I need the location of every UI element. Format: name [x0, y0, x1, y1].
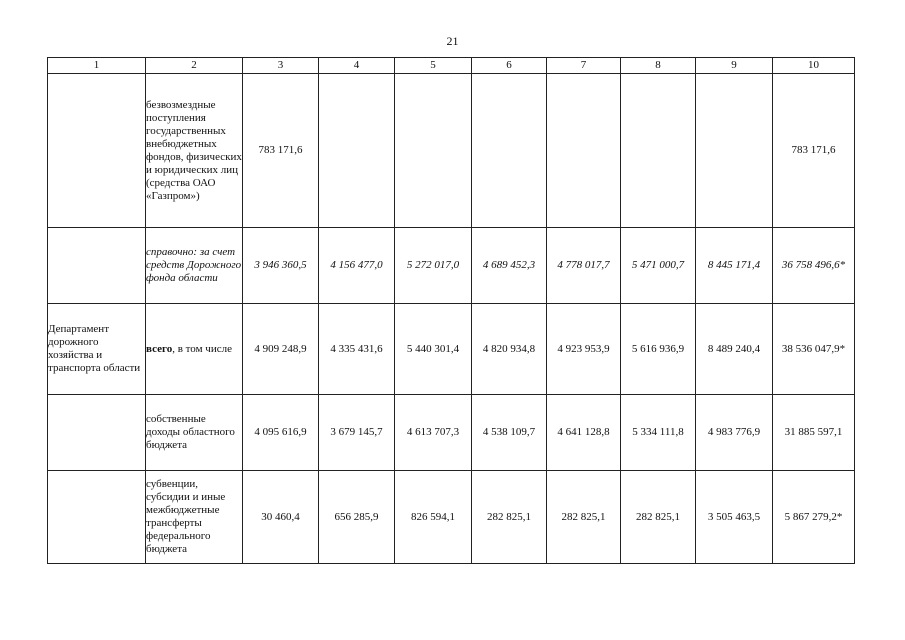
header-cell: 3 — [243, 58, 319, 74]
value-cell: 3 946 360,5 — [243, 228, 319, 304]
value-cell: 5 471 000,7 — [621, 228, 696, 304]
value-cell: 783 171,6 — [773, 74, 855, 228]
header-cell: 5 — [395, 58, 472, 74]
value-cell: 4 689 452,3 — [472, 228, 547, 304]
department-cell — [48, 395, 146, 471]
indicator-label: безвозмездные поступления государственных внебюджетных фондов, физических и юридических лиц (средства ОАО «Газпром») — [146, 98, 242, 202]
table-row — [48, 395, 855, 471]
value-cell: 4 778 017,7 — [547, 228, 621, 304]
value-cell: 5 334 111,8 — [621, 395, 696, 471]
header-cell: 9 — [696, 58, 773, 74]
indicator-label: собственные доходы областного бюджета — [146, 413, 235, 451]
header-cell: 7 — [547, 58, 621, 74]
value-cell: 5 440 301,4 — [395, 304, 472, 395]
value-cell: 4 923 953,9 — [547, 304, 621, 395]
indicator-label: справочно: за счет средств Дорожного фонда области — [146, 246, 242, 284]
value-cell: 282 825,1 — [547, 471, 621, 564]
indicator-cell — [146, 228, 243, 304]
value-cell — [547, 74, 621, 228]
header-row — [48, 58, 855, 74]
budget-table — [47, 57, 855, 564]
header-cell: 2 — [146, 58, 243, 74]
value-cell: 8 445 171,4 — [696, 228, 773, 304]
value-cell: 8 489 240,4 — [696, 304, 773, 395]
department-cell: Департамент дорожного хозяйства и транспорта области — [48, 304, 146, 395]
value-cell: 30 460,4 — [243, 471, 319, 564]
value-cell: 4 820 934,8 — [472, 304, 547, 395]
value-cell: 4 095 616,9 — [243, 395, 319, 471]
header-cell: 8 — [621, 58, 696, 74]
value-cell — [472, 74, 547, 228]
value-cell: 783 171,6 — [243, 74, 319, 228]
header-cell: 10 — [773, 58, 855, 74]
value-cell — [696, 74, 773, 228]
department-cell — [48, 471, 146, 564]
header-cell: 1 — [48, 58, 146, 74]
table-row — [48, 471, 855, 564]
value-cell: 826 594,1 — [395, 471, 472, 564]
value-cell: 36 758 496,6* — [773, 228, 855, 304]
value-cell: 4 909 248,9 — [243, 304, 319, 395]
header-cell: 4 — [319, 58, 395, 74]
value-cell — [621, 74, 696, 228]
department-cell — [48, 228, 146, 304]
value-cell: 4 538 109,7 — [472, 395, 547, 471]
indicator-cell — [146, 74, 243, 228]
department-cell — [48, 74, 146, 228]
value-cell: 4 335 431,6 — [319, 304, 395, 395]
page-number: 21 — [446, 34, 459, 48]
value-cell: 282 825,1 — [472, 471, 547, 564]
value-cell — [395, 74, 472, 228]
value-cell: 3 679 145,7 — [319, 395, 395, 471]
total-label: всего — [146, 342, 173, 355]
value-cell: 656 285,9 — [319, 471, 395, 564]
value-cell: 282 825,1 — [621, 471, 696, 564]
value-cell: 4 613 707,3 — [395, 395, 472, 471]
indicator-cell — [146, 395, 243, 471]
value-cell: 4 156 477,0 — [319, 228, 395, 304]
value-cell: 4 641 128,8 — [547, 395, 621, 471]
value-cell: 3 505 463,5 — [696, 471, 773, 564]
value-cell: 31 885 597,1 — [773, 395, 855, 471]
value-cell: 38 536 047,9* — [773, 304, 855, 395]
table-row — [48, 228, 855, 304]
value-cell: 5 867 279,2* — [773, 471, 855, 564]
value-cell: 4 983 776,9 — [696, 395, 773, 471]
indicator-cell — [146, 304, 243, 395]
total-label-rest: , в том числе — [172, 342, 232, 355]
table-row — [48, 74, 855, 228]
value-cell: 5 616 936,9 — [621, 304, 696, 395]
header-cell: 6 — [472, 58, 547, 74]
indicator-cell — [146, 471, 243, 564]
value-cell — [319, 74, 395, 228]
value-cell: 5 272 017,0 — [395, 228, 472, 304]
table-row — [48, 304, 855, 395]
indicator-label: субвенции, субсидии и иные межбюджетные трансферты федерального бюджета — [146, 478, 226, 555]
